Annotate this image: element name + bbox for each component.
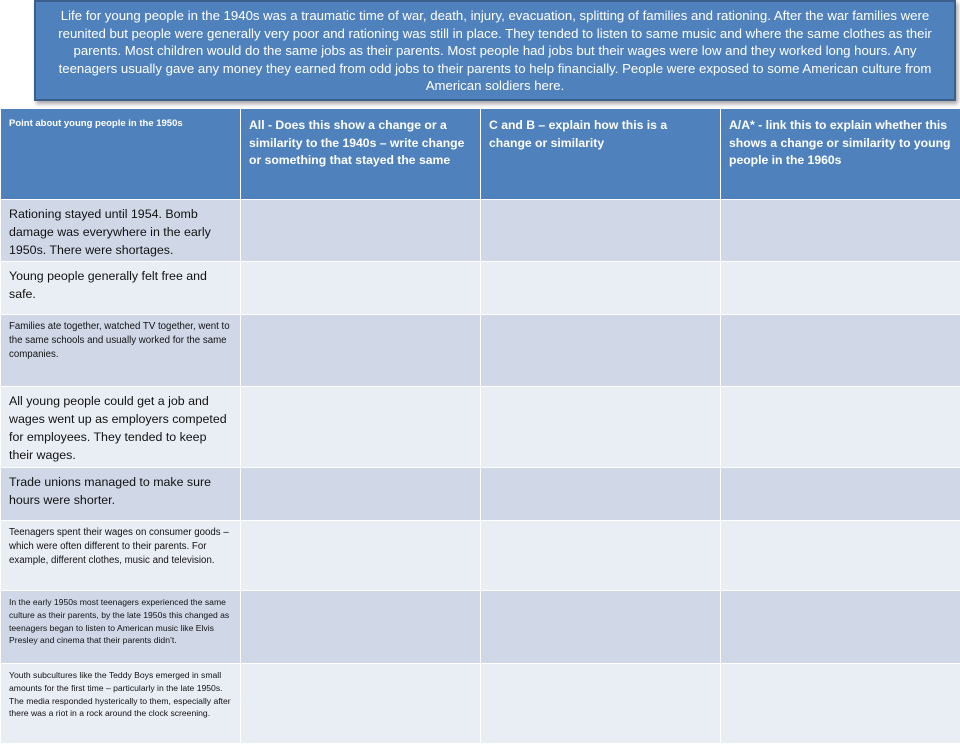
- table-row: [1, 521, 960, 591]
- answer-cell-a-astar[interactable]: [721, 664, 960, 744]
- answer-cell-a-astar[interactable]: [721, 468, 960, 521]
- answer-cell-a-astar[interactable]: [721, 521, 960, 591]
- answer-cell-a-astar[interactable]: [721, 387, 960, 468]
- answer-cell-all[interactable]: [241, 387, 481, 468]
- answer-cell-c-and-b[interactable]: [481, 468, 721, 521]
- answer-cell-c-and-b[interactable]: [481, 521, 721, 591]
- point-cell: Teenagers spent their wages on consumer goods – which were often different to their parents. For example, different clothes, music and television.: [1, 521, 241, 591]
- table-row: [1, 664, 960, 744]
- point-cell: Young people generally felt free and safe.: [1, 262, 241, 315]
- table-row: [1, 468, 960, 521]
- answer-cell-c-and-b[interactable]: [481, 315, 721, 387]
- answer-cell-all[interactable]: [241, 200, 481, 262]
- answer-cell-a-astar[interactable]: [721, 200, 960, 262]
- point-cell: Youth subcultures like the Teddy Boys emerged in small amounts for the first time – particularly in the late 1950s. The media responded hysterically to them, especially after there was a riot in a rock around the clock screening.: [1, 664, 241, 744]
- point-cell: In the early 1950s most teenagers experienced the same culture as their parents, by the late 1950s this changed as teenagers began to listen to American music like Elvis Presley and cinema that their parents didn’t.: [1, 591, 241, 664]
- intro-text: Life for young people in the 1940s was a traumatic time of war, death, injury, evacuation, splitting of families and rationing. After the war families were reunited but people were generally very poor and rationing was still in place. They tended to listen to same music and where the same clothes as their parents. Most children would do the same jobs as their parents. Most people had jobs but their wages were low and they worked long hours. Any teenagers usually gave any money they earned from odd jobs to their parents to help financially. People were exposed to some American culture from American soldiers here.: [58, 8, 932, 93]
- header-a-astar: A/A* - link this to explain whether this shows a change or similarity to young people in the 1960s: [721, 109, 960, 200]
- answer-cell-all[interactable]: [241, 262, 481, 315]
- point-cell: Trade unions managed to make sure hours were shorter.: [1, 468, 241, 521]
- header-point: Point about young people in the 1950s: [1, 109, 241, 200]
- point-cell: All young people could get a job and wages went up as employers competed for employees. They tended to keep their wages.: [1, 387, 241, 468]
- intro-text-box: [34, 0, 956, 101]
- answer-cell-c-and-b[interactable]: [481, 664, 721, 744]
- answer-cell-c-and-b[interactable]: [481, 387, 721, 468]
- answer-cell-all[interactable]: [241, 591, 481, 664]
- answer-cell-a-astar[interactable]: [721, 262, 960, 315]
- answer-cell-all[interactable]: [241, 468, 481, 521]
- answer-cell-all[interactable]: [241, 315, 481, 387]
- table-header-row: [1, 109, 960, 200]
- answer-cell-c-and-b[interactable]: [481, 262, 721, 315]
- table-row: [1, 200, 960, 262]
- header-c-and-b: C and B – explain how this is a change or similarity: [481, 109, 721, 200]
- answer-cell-c-and-b[interactable]: [481, 591, 721, 664]
- answer-cell-all[interactable]: [241, 521, 481, 591]
- point-cell: Rationing stayed until 1954. Bomb damage was everywhere in the early 1950s. There were shortages.: [1, 200, 241, 262]
- answer-cell-c-and-b[interactable]: [481, 200, 721, 262]
- point-cell: Families ate together, watched TV together, went to the same schools and usually worked for the same companies.: [1, 315, 241, 387]
- table-row: [1, 387, 960, 468]
- table-row: [1, 591, 960, 664]
- answer-cell-a-astar[interactable]: [721, 315, 960, 387]
- header-all: All - Does this show a change or a similarity to the 1940s – write change or something that stayed the same: [241, 109, 481, 200]
- table-row: [1, 315, 960, 387]
- answer-cell-all[interactable]: [241, 664, 481, 744]
- worksheet-table: [0, 108, 960, 744]
- table-row: [1, 262, 960, 315]
- answer-cell-a-astar[interactable]: [721, 591, 960, 664]
